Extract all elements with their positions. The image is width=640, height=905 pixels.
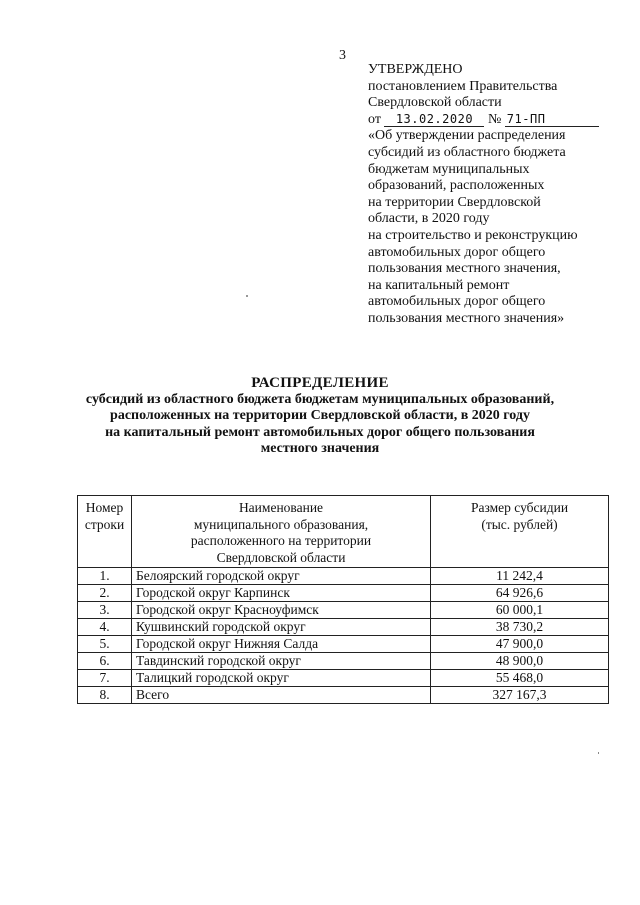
scan-speck xyxy=(598,752,599,754)
row-num: 6. xyxy=(78,653,132,670)
table-row xyxy=(78,602,609,619)
title-main: РАСПРЕДЕЛЕНИЕ xyxy=(251,375,389,391)
row-name: Тавдинский городской округ xyxy=(132,653,431,670)
row-value: 38 730,2 xyxy=(431,619,609,636)
row-num: 4. xyxy=(78,619,132,636)
table-row xyxy=(78,568,609,585)
row-value: 55 468,0 xyxy=(431,670,609,687)
header-name xyxy=(132,496,431,568)
table-row xyxy=(78,653,609,670)
header-value xyxy=(431,496,609,568)
approval-date: 13.02.2020 xyxy=(384,113,484,127)
approval-about xyxy=(368,128,618,327)
row-name: Всего xyxy=(132,687,431,704)
header-num xyxy=(78,496,132,568)
number-prefix: № xyxy=(487,111,502,127)
row-num: 7. xyxy=(78,670,132,687)
header-num-line: строки xyxy=(84,516,125,532)
header-name-line: муниципального образования, xyxy=(193,516,369,532)
header-value-line: (тыс. рублей) xyxy=(481,516,558,532)
title-line: субсидий из областного бюджета бюджетам муниципальных образований, xyxy=(85,391,555,407)
title-line: местного значения xyxy=(260,441,380,457)
header-num-line: Номер xyxy=(85,500,124,515)
row-value: 48 900,0 xyxy=(431,653,609,670)
distribution-table xyxy=(77,495,609,704)
about-line: пользования местного значения, xyxy=(368,261,561,277)
header-name-line: Наименование xyxy=(238,500,324,515)
approval-heading: УТВЕРЖДЕНО xyxy=(368,62,463,77)
row-value: 47 900,0 xyxy=(431,636,609,653)
approval-date-line xyxy=(368,112,618,129)
about-line: образований, расположенных xyxy=(368,178,545,194)
row-name: Городской округ Карпинск xyxy=(132,585,431,602)
row-value: 11 242,4 xyxy=(431,568,609,585)
row-name: Городской округ Красноуфимск xyxy=(132,602,431,619)
about-line: автомобильных дорог общего xyxy=(368,294,546,310)
about-line: пользования местного значения» xyxy=(368,310,565,326)
approval-block xyxy=(368,62,618,328)
row-name: Кушвинский городской округ xyxy=(132,619,431,636)
date-prefix: от xyxy=(368,111,381,127)
approval-line-2: Свердловской области xyxy=(368,95,502,111)
about-line: «Об утверждении распределения xyxy=(368,128,566,144)
title-line: на капитальный ремонт автомобильных дорог общего пользования xyxy=(105,424,535,440)
about-line: автомобильных дорог общего xyxy=(368,244,546,260)
header-value-line: Размер субсидии xyxy=(470,500,569,515)
approval-number: 71-ПП xyxy=(505,113,599,127)
row-num: 3. xyxy=(78,602,132,619)
about-line: на строительство и реконструкцию xyxy=(368,227,578,243)
row-num: 1. xyxy=(78,568,132,585)
table-row xyxy=(78,636,609,653)
row-num: 8. xyxy=(78,687,132,704)
about-line: субсидий из областного бюджета xyxy=(368,144,566,160)
about-line: бюджетам муниципальных xyxy=(368,161,530,177)
table-row xyxy=(78,619,609,636)
row-value: 327 167,3 xyxy=(431,687,609,704)
row-name: Городской округ Нижняя Салда xyxy=(132,636,431,653)
row-name: Талицкий городской округ xyxy=(132,670,431,687)
row-value: 64 926,6 xyxy=(431,585,609,602)
table-row-total xyxy=(78,687,609,704)
table-row xyxy=(78,585,609,602)
title-line: расположенных на территории Свердловской области, в 2020 году xyxy=(110,408,530,424)
scan-speck xyxy=(246,295,248,297)
header-name-line: расположенного на территории xyxy=(190,533,372,548)
table-row xyxy=(78,670,609,687)
about-line: на территории Свердловской xyxy=(368,194,541,210)
row-num: 2. xyxy=(78,585,132,602)
document-title xyxy=(60,375,580,458)
row-num: 5. xyxy=(78,636,132,653)
page-number: 3 xyxy=(339,48,346,63)
about-line: на капитальный ремонт xyxy=(368,277,510,293)
table-header-row xyxy=(78,496,609,568)
row-name: Белоярский городской округ xyxy=(132,568,431,585)
row-value: 60 000,1 xyxy=(431,602,609,619)
about-line: области, в 2020 году xyxy=(368,211,490,227)
approval-line-1: постановлением Правительства xyxy=(368,78,558,94)
header-name-line: Свердловской области xyxy=(216,549,346,565)
